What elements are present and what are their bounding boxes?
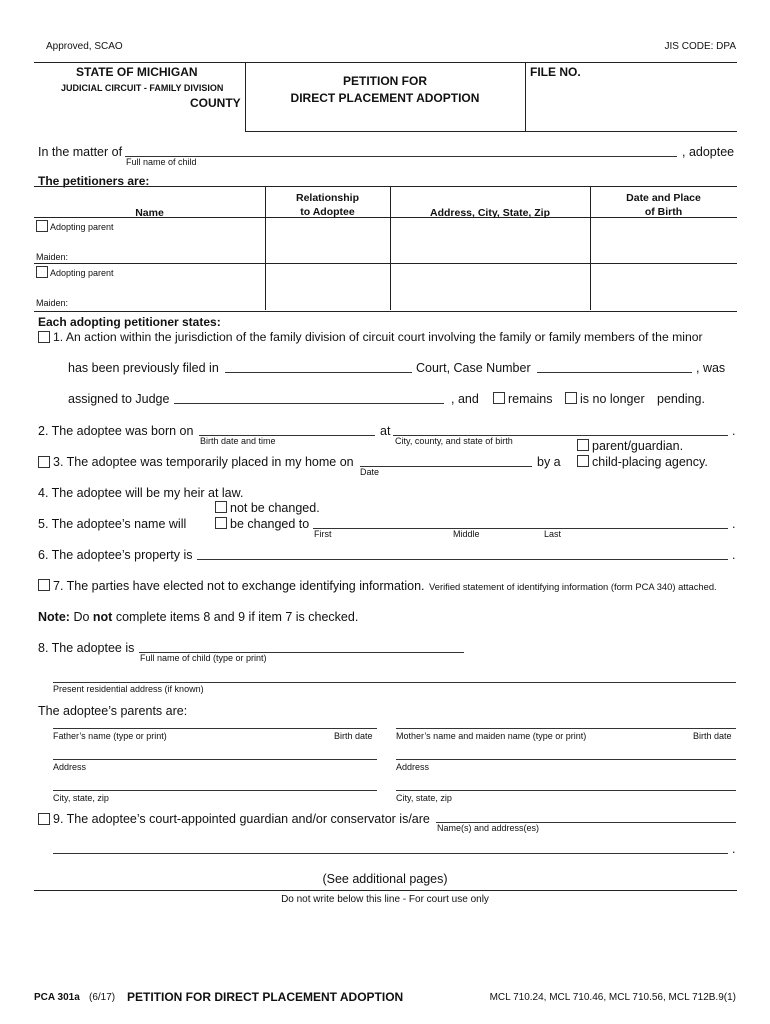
mother-address-input[interactable] (396, 745, 736, 760)
parents-heading: The adoptee’s parents are: (38, 704, 188, 718)
remains-checkbox[interactable] (493, 392, 505, 404)
col-date-place-1: Date and Place (626, 192, 701, 204)
item1-checkbox[interactable] (38, 331, 50, 343)
note-not: not (92, 610, 113, 624)
placement-date-caption: Date (360, 467, 380, 477)
note-rest: complete items 8 and 9 if item 7 is checked. (115, 610, 359, 624)
item2-at: at (380, 424, 391, 438)
petitioners-table (34, 186, 737, 312)
mother-name-input[interactable] (396, 714, 736, 729)
file-no-label: FILE NO. (530, 65, 581, 79)
note-do: Do (73, 610, 90, 624)
father-city-caption: City, state, zip (53, 793, 109, 803)
col-relationship-1: Relationship (295, 192, 359, 204)
judge-input[interactable] (174, 389, 444, 404)
child-name-caption: Full name of child (126, 157, 197, 167)
first-caption: First (314, 529, 332, 539)
item6-text: 6. The adoptee’s property is (38, 548, 193, 562)
father-city-input[interactable] (53, 776, 377, 791)
child-name-input[interactable] (125, 142, 677, 157)
item8-name-caption: Full name of child (type or print) (140, 653, 267, 663)
adopting-parent-1-label: Adopting parent (50, 222, 114, 232)
guardian-input-2[interactable] (53, 839, 728, 854)
be-changed-label: be changed to (230, 517, 310, 531)
footer-title: PETITION FOR DIRECT PLACEMENT ADOPTION (127, 990, 404, 1004)
form-date: (6/17) (89, 992, 116, 1003)
court-input[interactable] (225, 358, 412, 373)
item6-period: . (732, 548, 736, 562)
residential-address-caption: Present residential address (if known) (53, 684, 204, 694)
form-title-line2: DIRECT PLACEMENT ADOPTION (290, 91, 480, 105)
item7-text: 7. The parties have elected not to exchange identifying information. (53, 579, 425, 593)
be-changed-checkbox[interactable] (215, 517, 227, 529)
parent-guardian-label: parent/guardian. (592, 439, 684, 453)
adopting-parent-1-checkbox[interactable] (36, 220, 48, 232)
item7-small: Verified statement of identifying information (form PCA 340) attached. (429, 581, 717, 592)
adoptee-suffix: , adoptee (682, 145, 735, 159)
note-label: Note: (38, 610, 70, 624)
item9-checkbox[interactable] (38, 813, 50, 825)
item2-text: 2. The adoptee was born on (38, 424, 194, 438)
no-longer-checkbox[interactable] (565, 392, 577, 404)
item2-period: . (732, 424, 736, 438)
item5-text: 5. The adoptee’s name will (38, 517, 187, 531)
item4-text: 4. The adoptee will be my heir at law. (38, 486, 244, 500)
father-address-caption: Address (53, 762, 87, 772)
item1-and: , and (451, 392, 479, 406)
mother-name-caption: Mother’s name and maiden name (type or print) (396, 731, 587, 741)
item3-checkbox[interactable] (38, 456, 50, 468)
agency-label: child-placing agency. (592, 455, 708, 469)
mother-city-caption: City, state, zip (396, 793, 452, 803)
item7-checkbox[interactable] (38, 579, 50, 591)
file-no-input[interactable] (590, 70, 730, 84)
item1-judge: assigned to Judge (68, 392, 170, 406)
col-date-place-2: of Birth (644, 206, 683, 218)
placement-date-input[interactable] (360, 452, 532, 467)
item8-name-input[interactable] (139, 638, 464, 653)
father-name-input[interactable] (53, 714, 377, 729)
form-id: PCA 301a (34, 992, 80, 1003)
parent-guardian-checkbox[interactable] (577, 439, 589, 451)
circuit-title: JUDICIAL CIRCUIT - FAMILY DIVISION (61, 83, 224, 93)
item9-text: 9. The adoptee’s court-appointed guardian and/or conservator is/are (53, 812, 430, 826)
guardian-input[interactable] (436, 808, 736, 823)
guardian-caption: Name(s) and address(es) (437, 823, 540, 833)
col-name: Name (135, 207, 164, 219)
item5-period: . (732, 517, 736, 531)
item3-by: by a (537, 455, 561, 469)
agency-checkbox[interactable] (577, 455, 589, 467)
birth-place-input[interactable] (393, 421, 728, 436)
father-birth-caption: Birth date (334, 731, 373, 741)
jis-code: JIS CODE: DPA (664, 41, 736, 52)
birth-date-caption: Birth date and time (200, 436, 276, 446)
maiden-2-label: Maiden: (36, 298, 69, 308)
item1-text: 1. An action within the jurisdiction of the family division of circuit court involving the family or family members of the minor (53, 330, 703, 344)
maiden-1-label: Maiden: (36, 252, 69, 262)
court-use-only: Do not write below this line - For court use only (281, 894, 489, 905)
mcl-citations: MCL 710.24, MCL 710.46, MCL 710.56, MCL 712B.9(1) (489, 992, 736, 1003)
residential-address-input[interactable] (53, 668, 736, 683)
col-address: Address, City, State, Zip (430, 207, 550, 219)
item3-text: 3. The adoptee was temporarily placed in my home on (53, 455, 354, 469)
adopting-parent-2-checkbox[interactable] (36, 266, 48, 278)
mother-city-input[interactable] (396, 776, 736, 791)
property-input[interactable] (197, 545, 728, 560)
pending-label: pending. (657, 392, 705, 406)
not-changed-label: not be changed. (230, 501, 320, 515)
mother-birth-caption: Birth date (693, 731, 732, 741)
item9-period: . (732, 842, 736, 856)
father-address-input[interactable] (53, 745, 377, 760)
birth-place-caption: City, county, and state of birth (395, 436, 513, 446)
item1-court-case: Court, Case Number (416, 361, 531, 375)
states-heading: Each adopting petitioner states: (38, 315, 221, 329)
new-name-input[interactable] (313, 514, 728, 529)
not-changed-checkbox[interactable] (215, 501, 227, 513)
county-label: COUNTY (190, 96, 241, 110)
last-caption: Last (544, 529, 562, 539)
state-title: STATE OF MICHIGAN (76, 65, 198, 79)
mother-address-caption: Address (396, 762, 430, 772)
note-line (38, 610, 358, 624)
petitioners-heading: The petitioners are: (38, 174, 150, 188)
col-relationship-2: to Adoptee (300, 206, 355, 218)
remains-label: remains (508, 392, 553, 406)
matter-prefix: In the matter of (38, 145, 123, 159)
adopting-parent-2-label: Adopting parent (50, 268, 114, 278)
no-longer-label: is no longer (580, 392, 645, 406)
approved-scao: Approved, SCAO (46, 41, 123, 52)
birth-date-input[interactable] (199, 421, 375, 436)
item1-filed-in: has been previously filed in (68, 361, 219, 375)
see-additional-pages: (See additional pages) (322, 872, 448, 886)
case-number-input[interactable] (537, 358, 692, 373)
middle-caption: Middle (453, 529, 480, 539)
father-name-caption: Father’s name (type or print) (53, 731, 167, 741)
item1-was: , was (696, 361, 726, 375)
form-title-line1: PETITION FOR (343, 74, 427, 88)
item8-text: 8. The adoptee is (38, 641, 135, 655)
